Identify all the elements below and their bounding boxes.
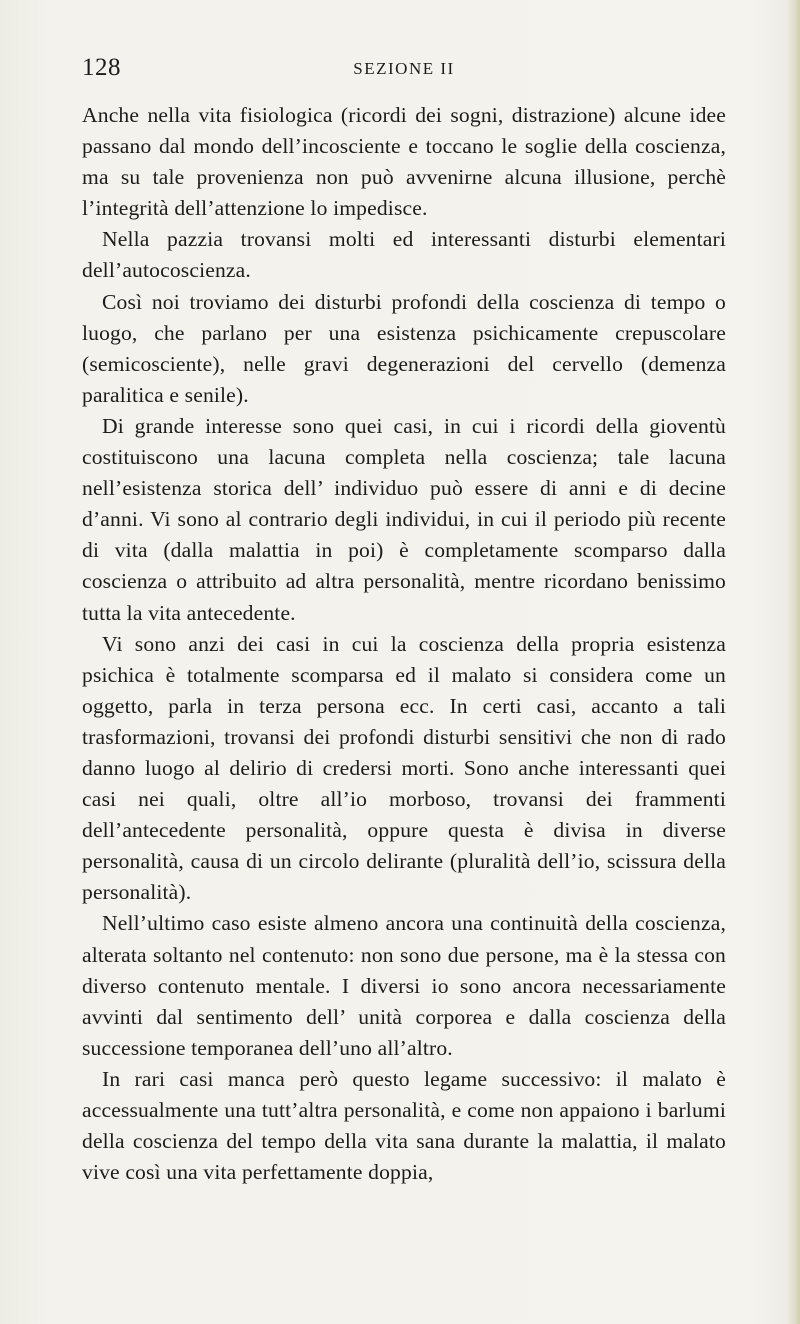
paragraph-2: Nella pazzia trovansi molti ed interessanti disturbi elementari dell’autocoscienza. [82, 227, 726, 283]
page-edge-shadow [786, 0, 800, 1324]
page-number: 128 [82, 54, 121, 81]
paragraph-3: Così noi troviamo dei disturbi profondi della coscienza di tempo o luogo, che parlano per una esistenza psichicamente crepuscolare (semicosciente), nelle gravi degenerazioni del cervello (demenza paralitica e senile). [82, 289, 726, 407]
paragraph-4: Di grande interesse sono quei casi, in cui i ricordi della gioventù costituiscono una lacuna completa nella coscienza; tale lacuna nell’esistenza storica dell’ individuo può essere di anni e di decine d’anni. Vi sono al contrario degli individui, in cui il periodo più recente di vita (dalla malattia in poi) è completamente scomparso dalla coscienza o attribuito ad altra personalità, mentre ricordano benissimo tutta la vita antecedente. [82, 413, 726, 625]
paragraph-5: Vi sono anzi dei casi in cui la coscienza della propria esistenza psichica è totalmente scomparsa ed il malato si considera come un oggetto, parla in terza persona ecc. In certi casi, accanto a tali trasformazioni, trovansi dei profondi disturbi sensitivi che non di rado danno luogo al delirio di credersi morti. Sono anche interessanti quei casi nei quali, oltre all’io morboso, trovansi dei frammenti dell’antecedente personalità, oppure questa è divisa in diverse personalità, causa di un circolo delirante (pluralità dell’io, scissura della personalità). [82, 631, 726, 905]
paragraph-6: Nell’ultimo caso esiste almeno ancora una continuità della coscienza, alterata soltanto nel contenuto: non sono due persone, ma è la stessa con diverso contenuto mentale. I diversi io sono ancora necessariamente avvinti dal sentimento dell’ unità corporea e dalla coscienza della successione temporanea dell’uno all’altro. [82, 911, 726, 1060]
paragraph-1: Anche nella vita fisiologica (ricordi dei sogni, distrazione) alcune idee passano dal mondo dell’incosciente e toccano le soglie della coscienza, ma su tale provenienza non può avvenirne alcuna illusione, perchè l’integrità dell’attenzione lo impedisce. [82, 103, 726, 221]
body-text [82, 100, 726, 1188]
page-header [82, 54, 726, 88]
running-head: SEZIONE II [353, 59, 455, 78]
paragraph-7: In rari casi manca però questo legame successivo: il malato è accessualmente una tutt’altra personalità, e come non appaiono i barlumi della coscienza del tempo della vita sana durante la malattia, il malato vive così una vita perfettamente doppia, [82, 1066, 726, 1185]
